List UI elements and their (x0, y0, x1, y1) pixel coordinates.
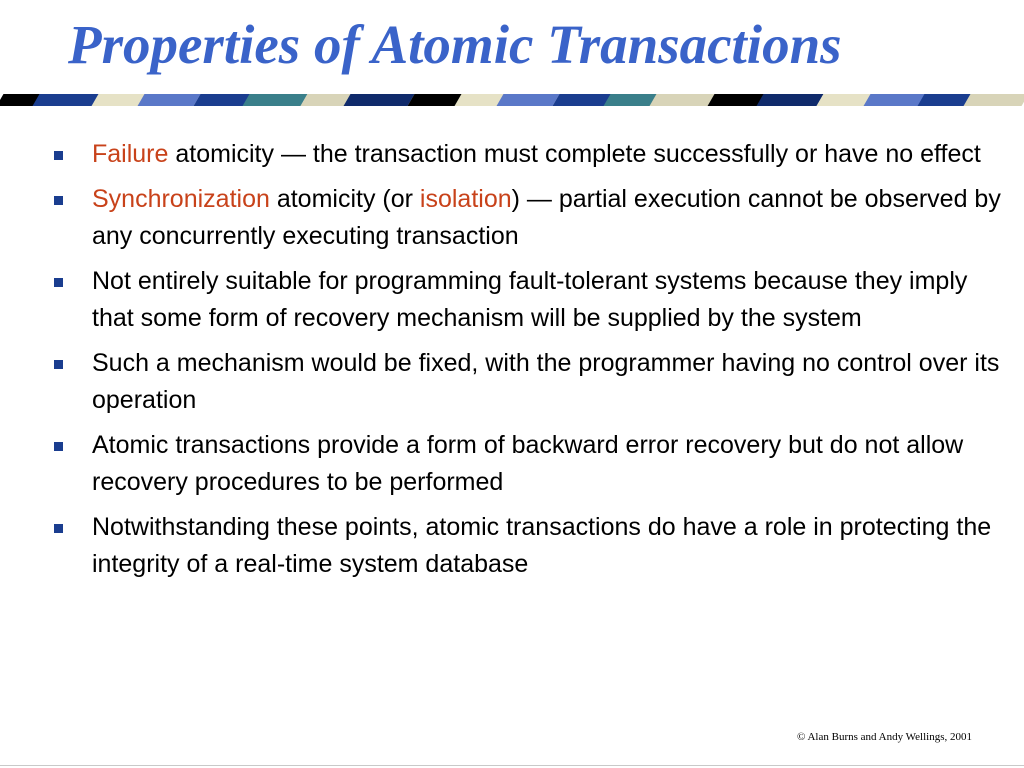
bullet-item (50, 345, 1016, 419)
stripe-segment (650, 94, 715, 106)
bullet-item (50, 263, 1016, 337)
stripe-segment (757, 94, 824, 106)
stripe-segment (344, 94, 415, 106)
square-bullet-icon (54, 196, 63, 205)
bullet-text: Notwithstanding these points, atomic transactions do have a role in protecting the integrity of a real-time system database (92, 513, 992, 578)
square-bullet-icon (54, 524, 63, 533)
stripe-segment (963, 94, 1024, 106)
highlight-term: isolation (419, 185, 512, 213)
stripe-segment (138, 94, 201, 106)
stripe-segment (552, 94, 612, 106)
bullet-text: Atomic transactions provide a form of backward error recovery but do not allow recovery procedures to be performed (92, 431, 964, 496)
square-bullet-icon (54, 278, 63, 287)
highlight-term: Synchronization (92, 185, 270, 213)
bullet-item (50, 509, 1016, 583)
bullet-item (50, 181, 1016, 255)
stripe-segment (864, 94, 925, 106)
bullet-text: atomicity (or (269, 185, 420, 213)
bottom-divider (0, 765, 1024, 766)
bullet-text: ) — partial execution cannot be observed by any concurrently executing transaction (92, 185, 1001, 250)
bullet-item (50, 427, 1016, 501)
square-bullet-icon (54, 442, 63, 451)
highlight-term: Failure (92, 140, 169, 168)
square-bullet-icon (54, 360, 63, 369)
decorative-stripe (0, 94, 1024, 106)
bullet-text: Not entirely suitable for programming fault-tolerant systems because they imply that some form of recovery mechanism will be supplied by the system (92, 267, 968, 332)
copyright-footer: © Alan Burns and Andy Wellings, 2001 (796, 731, 972, 743)
stripe-segment (243, 94, 308, 106)
stripe-segment (917, 94, 971, 106)
slide-title: Properties of Atomic Transactions (68, 14, 842, 75)
stripe-segment (33, 94, 100, 106)
bullet-list (50, 136, 1016, 591)
square-bullet-icon (54, 151, 63, 160)
bullet-text: atomicity — the transaction must complete successfully or have no effect (168, 140, 981, 168)
bullet-item (50, 136, 1016, 173)
stripe-segment (497, 94, 560, 106)
bullet-text: Such a mechanism would be fixed, with the programmer having no control over its operation (92, 349, 1000, 414)
